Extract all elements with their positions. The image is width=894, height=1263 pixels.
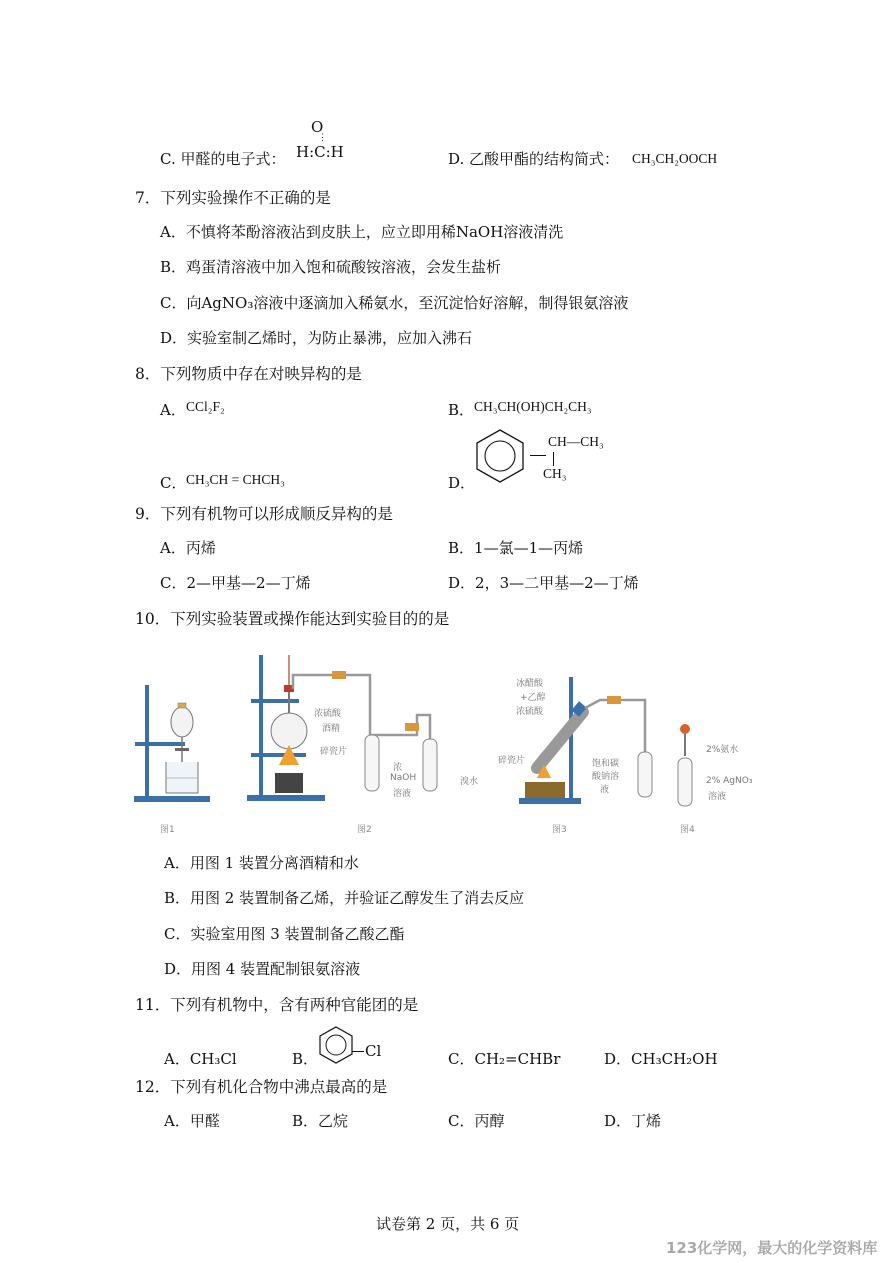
q12-option-a: A．甲醛 [164, 1112, 220, 1130]
q8-option-c-label: C． [160, 474, 187, 492]
q10-option-b: B．用图 2 装置制备乙烯，并验证乙醇发生了消去反应 [164, 889, 525, 907]
fig2-label-alcohol: 酒精 [322, 724, 341, 734]
q7-option-d: D．实验室制乙烯时，为防止暴沸，应加入沸石 [160, 329, 473, 347]
fig3-label-l1: 冰醋酸 [516, 679, 544, 689]
page-footer: 试卷第 2 页，共 6 页 [376, 1215, 520, 1233]
q7-option-a: A．不慎将苯酚溶液沾到皮肤上，应立即用稀NaOH溶液清洗 [160, 223, 564, 241]
q11-stem: 11．下列有机物中，含有两种官能团的是 [135, 996, 419, 1014]
q8-option-d-chain: CH—CH₃ [548, 434, 604, 449]
q11-b-bond [352, 1051, 364, 1052]
chlorobenzene-ring-icon [316, 1024, 356, 1064]
q6-option-c-label: C. 甲醛的电子式： [160, 150, 286, 168]
q8-option-b-label: B． [448, 401, 475, 419]
q12-option-b: B．乙烷 [292, 1112, 349, 1130]
figure4-label: 图4 [680, 825, 695, 835]
q10-option-c: C．实验室用图 3 装置制备乙酸乙酯 [164, 925, 405, 943]
fig3-label-s3: 液 [600, 785, 610, 795]
fig2-label-acid: 浓硫酸 [314, 709, 342, 719]
q8-d-bond [530, 455, 546, 456]
q9-option-d: D．2，3—二甲基—2—丁烯 [448, 574, 639, 592]
q10-option-d: D．用图 4 装置配制银氨溶液 [164, 960, 361, 978]
figure4-dropper-test-tube [670, 722, 700, 812]
q8-option-b: CH₃CH(OH)CH₂CH₃ [474, 399, 592, 414]
q11-option-b-label: B． [292, 1050, 319, 1068]
q8-option-d-branch: CH₃ [543, 466, 567, 481]
fig4-label-solution: 溶液 [708, 792, 727, 802]
fig3-label-l2: +乙醇 [520, 693, 546, 703]
benzene-ring-icon [470, 426, 530, 486]
q8-stem: 8．下列物质中存在对映异构的是 [135, 365, 362, 383]
q7-stem: 7．下列实验操作不正确的是 [135, 189, 331, 207]
fig4-label-agno3: 2% AgNO₃ [706, 776, 753, 786]
q12-option-d: D．丁烯 [604, 1112, 662, 1130]
q6-bond-dots: ⋮ [318, 133, 327, 143]
q10-option-a: A．用图 1 装置分离酒精和水 [164, 854, 359, 872]
watermark: 123化学网，最大的化学资料库 [666, 1239, 878, 1257]
figure1-label: 图1 [160, 825, 175, 835]
figure3-label: 图3 [552, 825, 567, 835]
q9-stem: 9．下列有机物可以形成顺反异构的是 [135, 505, 393, 523]
fig3-label-chips: 碎瓷片 [498, 756, 526, 766]
q7-option-c: C．向AgNO₃溶液中逐滴加入稀氨水，至沉淀恰好溶解，制得银氨溶液 [160, 294, 629, 312]
fig2-label-naoh3: 溶液 [393, 789, 412, 799]
q6-option-d-formula: CH₃CH₂OOCH [632, 151, 718, 166]
q9-option-a: A．丙烯 [160, 539, 216, 557]
fig2-label-bromine: 溴水 [460, 777, 479, 787]
fig3-label-s1: 饱和碳 [592, 759, 620, 769]
q8-d-branch-bond [553, 452, 554, 466]
q6-formaldehyde-formula: H:C:H [296, 143, 344, 161]
q9-option-b: B．1—氯—1—丙烯 [448, 539, 584, 557]
q8-option-a-label: A． [160, 401, 186, 419]
fig3-label-s2: 酸钠溶 [592, 772, 620, 782]
fig3-label-l3: 浓硫酸 [516, 707, 544, 717]
figure1-separatory-funnel [130, 680, 215, 805]
fig2-label-naoh2: NaOH [390, 773, 417, 783]
q7-option-b: B．鸡蛋清溶液中加入饱和硫酸铵溶液，会发生盐析 [160, 258, 502, 276]
q6-option-d-label: D. 乙酸甲酯的结构简式： [448, 150, 620, 168]
q11-option-b-cl: Cl [365, 1042, 382, 1060]
fig2-label-naoh1: 浓 [393, 763, 403, 773]
q12-stem: 12．下列有机化合物中沸点最高的是 [135, 1078, 388, 1096]
q9-option-c: C．2—甲基—2—丁烯 [160, 574, 311, 592]
figure2-label: 图2 [357, 825, 372, 835]
q11-option-c: C．CH₂=CHBr [448, 1050, 561, 1068]
q12-option-c: C．丙醇 [448, 1112, 505, 1130]
fig2-label-chips: 碎瓷片 [320, 747, 348, 757]
q11-option-d: D．CH₃CH₂OH [604, 1050, 718, 1068]
q8-option-a: CCl₂F₂ [186, 399, 225, 414]
q10-stem: 10．下列实验装置或操作能达到实验目的的是 [135, 610, 450, 628]
fig4-label-ammonia: 2%氨水 [706, 745, 739, 755]
q8-option-d-label: D． [448, 474, 476, 492]
q8-option-c: CH₃CH = CHCH₃ [186, 472, 285, 487]
q11-option-a: A．CH₃Cl [164, 1050, 237, 1068]
q6-formaldehyde-o: O [311, 118, 324, 136]
